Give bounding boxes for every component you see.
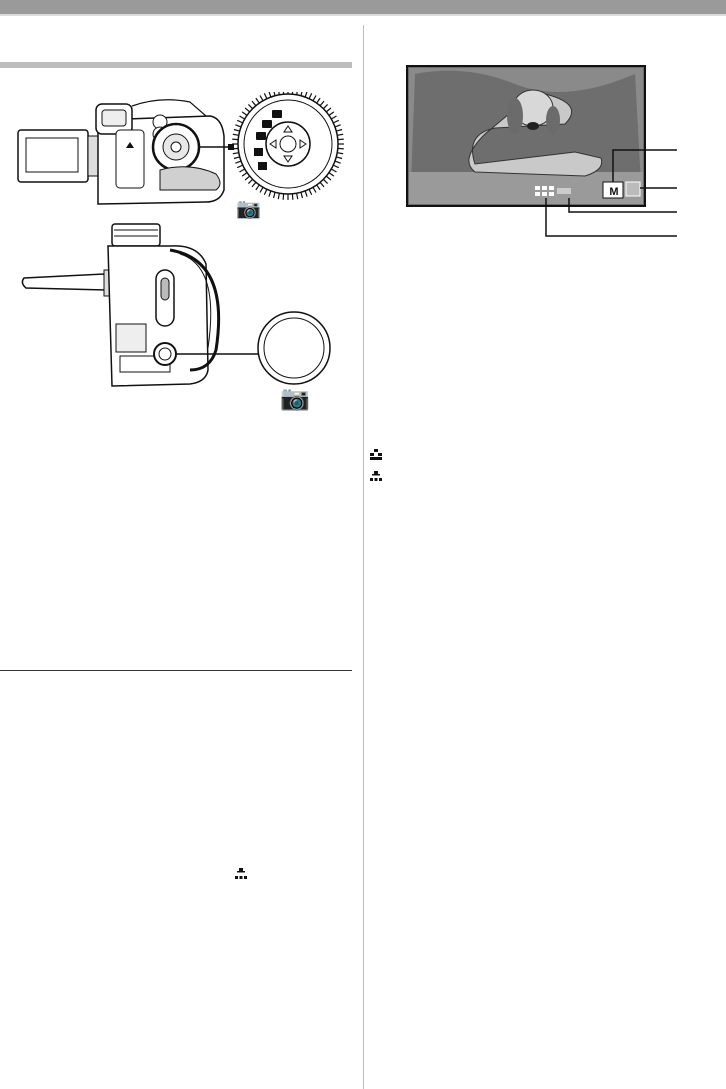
dial-tick	[256, 185, 259, 190]
dial-tick	[232, 139, 238, 140]
dial-tick	[248, 179, 252, 183]
header-bar	[0, 0, 726, 16]
dial-tick	[245, 108, 250, 112]
dial-tick	[338, 148, 344, 149]
dial-tick	[252, 101, 256, 106]
dial-tick	[237, 120, 242, 123]
picture-size-label: M	[609, 186, 619, 198]
dial-tick	[329, 112, 334, 115]
dial-tick	[331, 169, 336, 172]
dial-tick	[301, 192, 303, 198]
dial-tick	[337, 134, 343, 135]
dial-tick	[323, 104, 327, 108]
dial-tick	[338, 139, 344, 140]
section-heading-rule	[0, 62, 352, 68]
dial-tick	[331, 116, 336, 119]
dial-tick	[242, 173, 247, 176]
dial-tick	[283, 194, 284, 200]
dial-tick	[260, 96, 263, 101]
dial-tick	[313, 187, 316, 192]
column-divider	[363, 25, 364, 1089]
dial-tick	[264, 93, 267, 98]
dial-tick	[235, 161, 241, 163]
dial-tick	[336, 130, 342, 132]
dial-tick	[333, 165, 338, 168]
dial-tick	[240, 116, 245, 119]
dial-tick	[256, 98, 259, 103]
dial-tick	[309, 189, 312, 194]
dial-tick	[292, 194, 293, 200]
fine-quality-icon	[368, 448, 388, 460]
dial-tick	[313, 96, 316, 101]
dial-tick	[335, 161, 341, 163]
dial-tick	[235, 125, 241, 127]
dial-tick	[305, 92, 307, 97]
dial-tick	[309, 93, 312, 98]
dial-tick	[278, 193, 279, 199]
shutter-camera-icon: 📷	[280, 384, 310, 412]
inline-standard-quality-icon	[232, 868, 252, 882]
dial-tick	[264, 189, 267, 194]
dial-tick	[317, 185, 320, 190]
standard-quality-icon	[368, 470, 388, 482]
dial-tick	[232, 148, 238, 149]
dial-tick	[329, 173, 334, 176]
dial-tick	[234, 157, 240, 159]
photo-preview	[405, 64, 725, 244]
dial-tick	[336, 157, 342, 159]
dial-tick	[240, 169, 245, 172]
dial-tick	[305, 191, 307, 197]
dial-tick	[274, 192, 276, 198]
dial-tick	[320, 182, 324, 187]
camera-icon: 📷	[236, 196, 261, 220]
dial-tick	[234, 130, 240, 132]
dial-tick	[333, 120, 338, 123]
dial-tick	[245, 176, 250, 180]
section-divider	[0, 670, 352, 671]
dial-tick	[242, 112, 247, 115]
dial-tick	[320, 101, 324, 106]
dial-tick	[323, 179, 327, 183]
dial-tick	[237, 165, 242, 168]
dial-tick	[233, 134, 239, 135]
dial-tick	[260, 187, 263, 192]
dial-tick	[248, 104, 252, 108]
dial-tick	[317, 98, 320, 103]
dial-tick	[335, 125, 341, 127]
dial-tick	[326, 176, 331, 180]
dial-tick	[252, 182, 256, 187]
dial-tick	[233, 153, 239, 154]
dial-tick	[326, 108, 331, 112]
dial-tick	[269, 191, 271, 197]
dial-tick	[337, 153, 343, 154]
dial-tick	[297, 193, 298, 199]
dial-tick	[269, 92, 271, 97]
camcorder-mode-dial-illustration	[10, 92, 355, 217]
